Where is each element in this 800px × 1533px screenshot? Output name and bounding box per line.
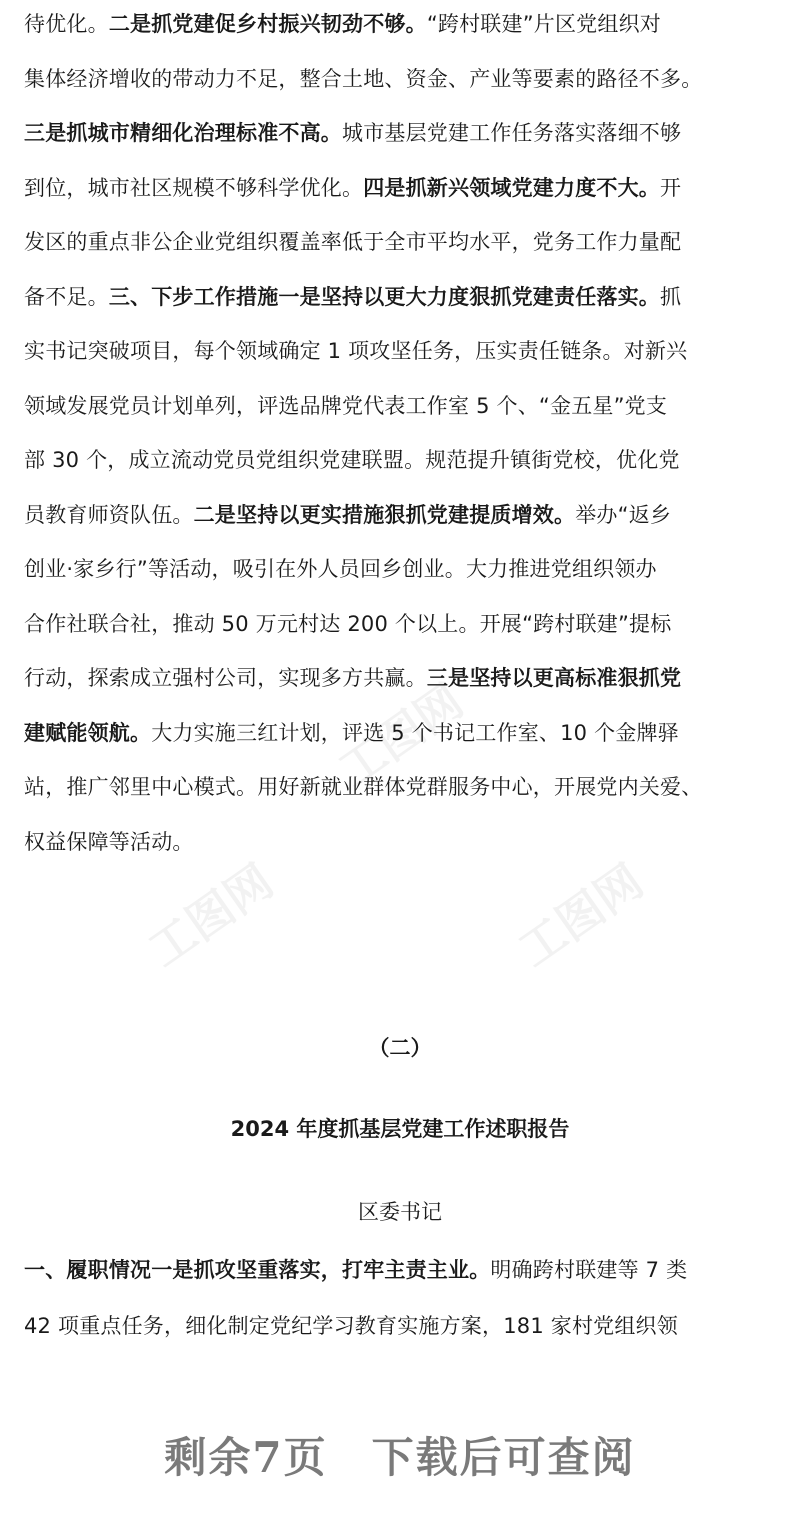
- bold-text-segment: 建赋能领航。: [24, 720, 152, 745]
- text-line: [24, 10, 780, 38]
- text-line: [24, 1312, 780, 1340]
- text-segment: 实书记突破项目，每个领域确定 1 项攻坚任务，压实责任链条。对新兴: [24, 339, 688, 363]
- text-line: [24, 65, 780, 93]
- bold-text-segment: 二是抓党建促乡村振兴韧劲不够。: [108, 12, 427, 36]
- download-prompt[interactable]: [0, 1430, 800, 1486]
- text-line: [24, 719, 780, 747]
- text-segment: 发区的重点非公企业党组织覆盖率低于全市平均水平，党务工作力量配: [24, 230, 682, 254]
- text-line: [24, 1256, 780, 1284]
- text-line: [24, 664, 780, 692]
- text-line: [24, 119, 780, 147]
- text-segment: 权益保障等活动。: [24, 829, 194, 854]
- bold-text-segment: 三是坚持以更高标准狠抓党: [426, 666, 682, 690]
- text-segment: 城市基层党建工作任务落实落细不够: [342, 121, 682, 145]
- text-line: [24, 392, 780, 420]
- bold-text-segment: 四是抓新兴领域党建力度不大。: [363, 175, 661, 200]
- text-line: [24, 555, 780, 583]
- text-segment: 举办“返乡: [575, 502, 672, 527]
- bold-text-segment: 三、下步工作措施一是坚持以更大力度狠抓党建责任落实。: [108, 284, 661, 309]
- download-to-view-text: 下载后可查阅: [371, 1433, 636, 1482]
- bold-text-segment: 一、履职情况一是抓攻坚重落实，打牢主责主业。: [24, 1258, 491, 1282]
- author-role: 区委书记: [358, 1200, 442, 1224]
- text-segment: 行动，探索成立强村公司，实现多方共赢。: [24, 666, 427, 690]
- text-segment: 抓: [660, 284, 682, 309]
- text-line: [24, 828, 780, 856]
- text-segment: 集体经济增收的带动力不足，整合土地、资金、产业等要素的路径不多。: [24, 66, 703, 91]
- report-title: 2024 年度抓基层党建工作述职报告: [230, 1117, 570, 1141]
- text-line: [24, 337, 780, 365]
- bold-text-segment: 二是坚持以更实措施狠抓党建提质增效。: [193, 502, 576, 527]
- text-segment: 大力实施三红计划，评选 5 个书记工作室、10 个金牌驿: [151, 720, 679, 745]
- text-line: [24, 610, 780, 638]
- text-line: [24, 446, 780, 474]
- text-segment: 备不足。: [24, 284, 109, 309]
- watermark: 工图网: [508, 853, 653, 978]
- text-line: [24, 501, 780, 529]
- text-line: [24, 283, 780, 311]
- watermark: 工图网: [328, 673, 473, 798]
- text-line: [24, 228, 780, 256]
- text-segment: 开: [660, 175, 682, 200]
- text-segment: 员教育师资队伍。: [24, 502, 194, 527]
- watermark: 工图网: [138, 853, 283, 978]
- text-segment: 领域发展党员计划单列，评选品牌党代表工作室 5 个、“金五星”党支: [24, 393, 668, 418]
- text-segment: “跨村联建”片区党组织对: [426, 12, 661, 36]
- text-segment: 42 项重点任务，细化制定党纪学习教育实施方案，181 家村党组织领: [24, 1314, 678, 1338]
- text-segment: 合作社联合社，推动 50 万元村达 200 个以上。开展“跨村联建”提标: [24, 611, 672, 636]
- text-segment: 创业·家乡行”等活动，吸引在外人员回乡创业。大力推进党组织领办: [24, 557, 657, 581]
- text-segment: 明确跨村联建等 7 类: [490, 1258, 688, 1282]
- text-segment: 部 30 个，成立流动党员党组织党建联盟。规范提升镇街党校，优化党: [24, 448, 680, 472]
- text-segment: 站，推广邻里中心模式。用好新就业群体党群服务中心，开展党内关爱、: [24, 775, 703, 799]
- section-marker: （二）: [368, 1036, 432, 1060]
- text-segment: 待优化。: [24, 12, 109, 36]
- text-segment: 到位，城市社区规模不够科学优化。: [24, 175, 364, 200]
- remaining-pages-text: 剩余7页: [164, 1433, 328, 1482]
- text-line: [24, 773, 780, 801]
- bold-text-segment: 三是抓城市精细化治理标准不高。: [24, 121, 342, 145]
- text-line: [24, 174, 780, 202]
